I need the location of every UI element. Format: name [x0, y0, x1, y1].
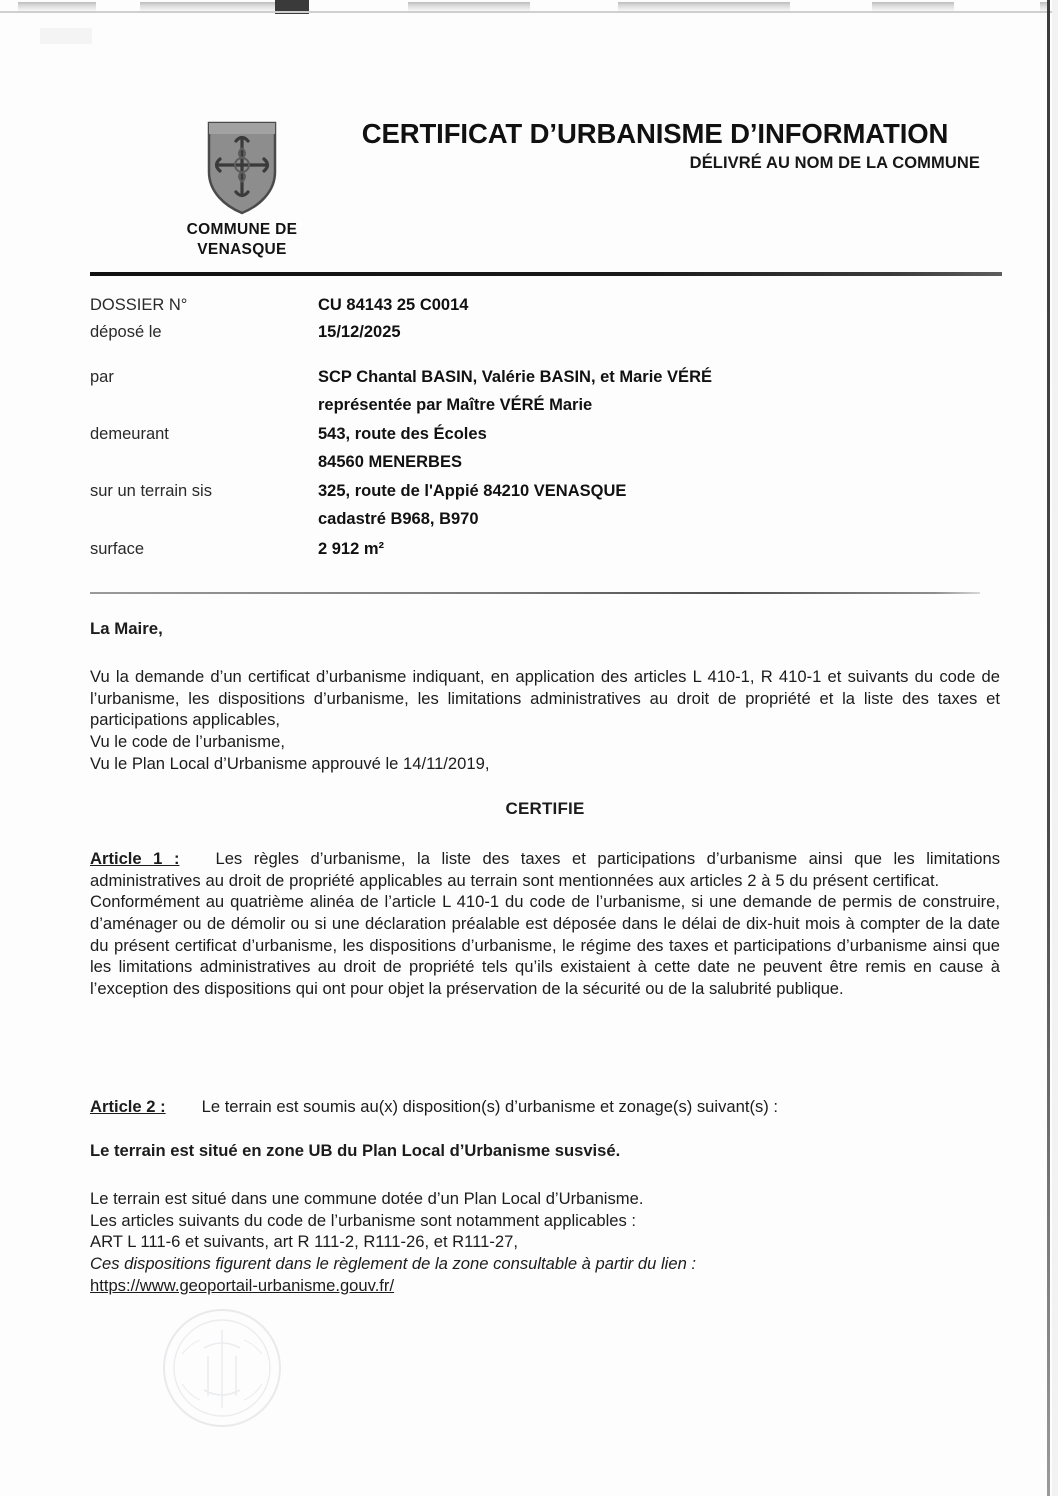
plu-line-4: Ces dispositions figurent dans le règlement de la zone consultable à partir du lien :	[90, 1253, 697, 1273]
article-1-paragraph-2: Conformément au quatrième alinéa de l’article L 410-1 du code de l’urbanisme, si une demande de permis de construire, d’aménager ou de démolir ou si une déclaration préalable est déposée dans le délai de dix-huit mois à compter de la date du présent certificat d’urbanisme, les dispositions d’urbanisme, le régime des taxes et participations d’urbanisme ainsi que les limitations administratives au droit de propriété tels qu’ils existaient à cette date ne peuvent être remis en cause à l’exception des dispositions qui ont pour objet la préservation de la sécurité ou de la salubrité publique.	[90, 892, 1000, 998]
residence-value: 543, route des Écoles	[318, 425, 487, 443]
geoportail-urbanisme-link[interactable]: https://www.geoportail-urbanisme.gouv.fr/	[90, 1275, 395, 1295]
preamble-line-1: Vu la demande d’un certificat d’urbanisme indiquant, en application des articles L 410-1, R 410-1 et suivants du code de l’urbanisme, les dispositions d’urbanisme, les limitations administratives au droit de propriété et la liste des taxes et participations applicables,	[90, 667, 1000, 730]
table-row	[90, 296, 990, 315]
scan-artifact-top-line	[0, 11, 1058, 13]
preamble-line-2: Vu le code de l’urbanisme,	[90, 731, 285, 751]
table-row	[90, 510, 990, 529]
commune-crest-block	[162, 120, 322, 260]
dossier-number-value: CU 84143 25 C0014	[318, 296, 469, 314]
zone-statement: Le terrain est situé en zone UB du Plan Local d’Urbanisme susvisé.	[90, 1141, 621, 1160]
signatory-heading: La Maire,	[90, 619, 163, 638]
certifie-heading: CERTIFIE	[505, 799, 585, 818]
page-subtitle: DÉLIVRÉ AU NOM DE LA COMMUNE	[689, 154, 980, 172]
plu-line-1: Le terrain est situé dans une commune dotée d’un Plan Local d’Urbanisme.	[90, 1189, 644, 1208]
scan-artifact-top-strip	[0, 0, 1058, 26]
land-location-value: 325, route de l'Appié 84210 VENASQUE	[318, 482, 627, 500]
article-2-label: Article 2 :	[90, 1097, 166, 1116]
document-header	[90, 112, 990, 262]
article-2-intro: Le terrain est soumis au(x) disposition(s) d’urbanisme et zonage(s) suivant(s) :	[201, 1097, 779, 1116]
table-row	[90, 425, 990, 444]
crest-caption-line2: VENASQUE	[197, 240, 287, 258]
table-row	[90, 323, 990, 342]
surface-value: 2 912 m²	[318, 540, 385, 558]
dossier-metadata-table	[90, 296, 990, 559]
scan-artifact-right-edge	[1047, 0, 1050, 1496]
header-divider-thick	[90, 272, 1002, 276]
deposit-date-value: 15/12/2025	[318, 323, 401, 341]
residence-city-value: 84560 MENERBES	[318, 453, 462, 471]
table-row	[90, 540, 990, 559]
residence-label: demeurant	[90, 425, 169, 443]
article-1-paragraph-1: Les règles d’urbanisme, la liste des taxes et participations d’urbanisme ainsi que les limitations administratives au droit de propriété applicables au terrain sont mentionnées aux articles 2 à 5 du présent certificat.	[90, 849, 1000, 890]
plu-line-3: ART L 111-6 et suivants, art R 111-2, R111-26, et R111-27,	[90, 1232, 518, 1252]
table-row	[90, 482, 990, 501]
scan-artifact-right-margin	[1052, 0, 1058, 1496]
cadastral-value: cadastré B968, B970	[318, 510, 479, 528]
surface-label: surface	[90, 540, 145, 558]
preamble-line-3: Vu le Plan Local d’Urbanisme approuvé le 14/11/2019,	[90, 753, 490, 773]
crest-caption	[162, 220, 322, 260]
table-row	[90, 396, 990, 415]
metadata-divider-thin	[90, 592, 980, 594]
plu-references-block	[90, 1188, 1000, 1296]
title-block	[330, 118, 980, 173]
scan-artifact-left-smudge	[40, 28, 92, 44]
table-row	[90, 368, 990, 387]
coat-of-arms-shield-cross-icon	[205, 120, 279, 216]
land-location-label: sur un terrain sis	[90, 482, 212, 500]
article-2-block	[90, 1096, 1000, 1118]
page-title: CERTIFICAT D’URBANISME D’INFORMATION	[361, 118, 949, 149]
applicant-label: par	[90, 368, 114, 386]
article-1-label: Article 1 :	[90, 849, 180, 868]
table-row	[90, 453, 990, 472]
applicant-rep-value: représentée par Maître VÉRÉ Marie	[318, 396, 593, 414]
applicant-value: SCP Chantal BASIN, Valérie BASIN, et Marie VÉRÉ	[318, 368, 712, 386]
plu-line-2: Les articles suivants du code de l’urbanisme sont notamment applicables :	[90, 1210, 637, 1230]
preamble-block	[90, 666, 1000, 774]
official-round-stamp-icon	[152, 1304, 292, 1436]
crest-caption-line1: COMMUNE DE	[186, 221, 298, 238]
dossier-number-label: DOSSIER N°	[90, 296, 188, 314]
deposit-date-label: déposé le	[90, 323, 162, 341]
article-1-block	[90, 848, 1000, 999]
